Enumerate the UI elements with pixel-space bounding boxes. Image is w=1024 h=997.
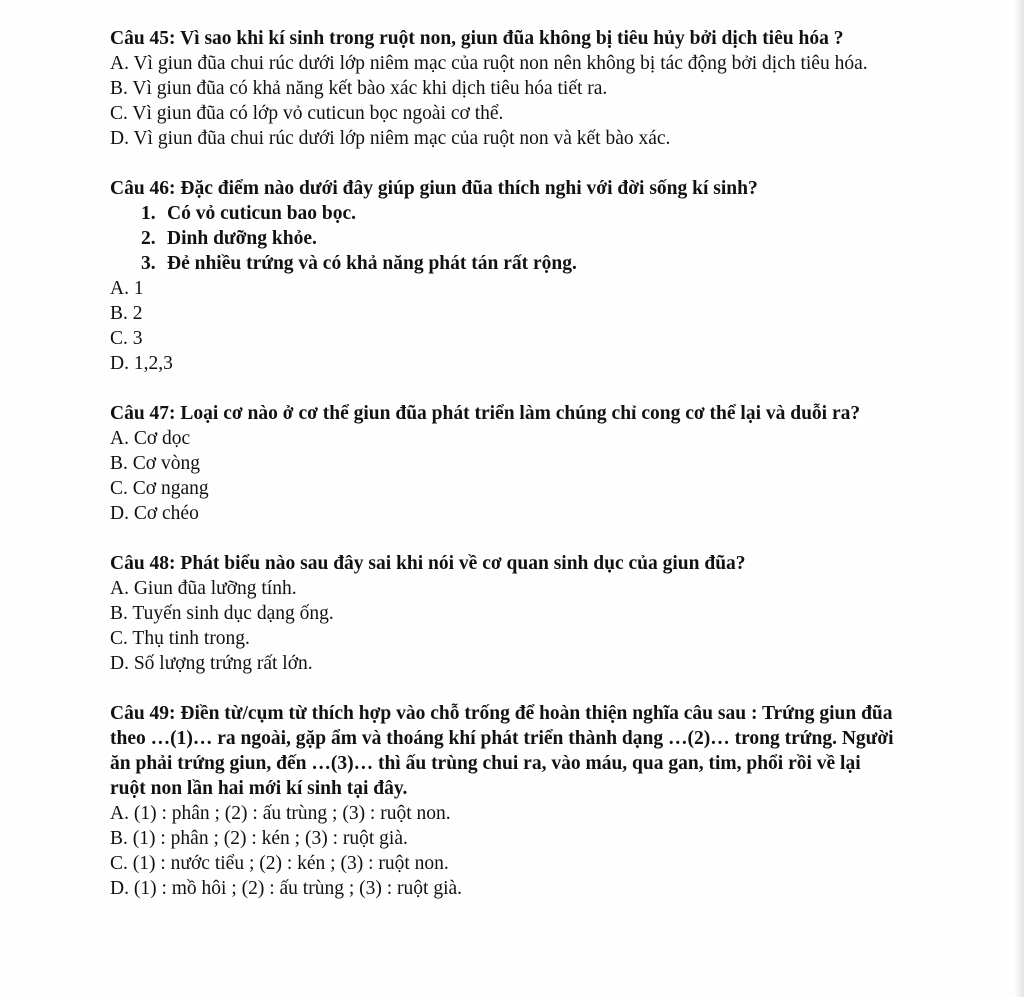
question-48	[110, 551, 900, 676]
question-45	[110, 26, 900, 151]
option-d: D. Cơ chéo	[110, 503, 199, 524]
option-b: B. Tuyến sinh dục dạng ống.	[110, 603, 334, 624]
option-a: A. Cơ dọc	[110, 428, 191, 449]
statement-2: 2. Dinh dưỡng khỏe.	[141, 228, 317, 249]
question-49	[110, 701, 900, 901]
question-title: Câu 49: Điền từ/cụm từ thích hợp vào chỗ trống để hoàn thiện nghĩa câu sau : Trứng giun đũa theo …(1)… ra ngoài, gặp ẩm và thoáng khí phát triển thành dạng …(2)… trong trứng. Người ăn phải trứng giun, đến …(3)… thì ấu trùng chui ra, vào máu, qua gan, tim, phổi rồi về lại ruột non lần hai mới kí sinh tại đây.	[110, 703, 894, 799]
question-title: Câu 47: Loại cơ nào ở cơ thể giun đũa phát triển làm chúng chỉ cong cơ thể lại và duỗi ra?	[110, 403, 861, 424]
option-d: D. Vì giun đũa chui rúc dưới lớp niêm mạc của ruột non và kết bào xác.	[110, 128, 671, 149]
option-c: C. Cơ ngang	[110, 478, 209, 499]
question-title: Câu 48: Phát biểu nào sau đây sai khi nói về cơ quan sinh dục của giun đũa?	[110, 553, 746, 574]
question-title: Câu 45: Vì sao khi kí sinh trong ruột non, giun đũa không bị tiêu hủy bởi dịch tiêu hóa ?	[110, 28, 844, 49]
question-47	[110, 401, 900, 526]
option-d: D. (1) : mồ hôi ; (2) : ấu trùng ; (3) : ruột già.	[110, 878, 463, 899]
option-b: B. 2	[110, 303, 143, 324]
option-d: D. 1,2,3	[110, 353, 173, 374]
option-a: A. Giun đũa lưỡng tính.	[110, 578, 297, 599]
option-c: C. Vì giun đũa có lớp vỏ cuticun bọc ngoài cơ thể.	[110, 103, 504, 124]
option-a: A. Vì giun đũa chui rúc dưới lớp niêm mạc của ruột non nên không bị tác động bởi dịch tiêu hóa.	[110, 53, 868, 74]
question-title: Câu 46: Đặc điểm nào dưới đây giúp giun đũa thích nghi với đời sống kí sinh?	[110, 178, 758, 199]
option-b: B. (1) : phân ; (2) : kén ; (3) : ruột già.	[110, 828, 408, 849]
option-a: A. 1	[110, 278, 144, 299]
option-c: C. 3	[110, 328, 143, 349]
option-c: C. Thụ tinh trong.	[110, 628, 250, 649]
quiz-content	[110, 26, 900, 901]
option-d: D. Số lượng trứng rất lớn.	[110, 653, 313, 674]
option-b: B. Cơ vòng	[110, 453, 200, 474]
page-edge-shadow	[1014, 0, 1024, 997]
option-b: B. Vì giun đũa có khả năng kết bào xác khi dịch tiêu hóa tiết ra.	[110, 78, 608, 99]
statement-1: 1. Có vỏ cuticun bao bọc.	[141, 203, 357, 224]
option-c: C. (1) : nước tiểu ; (2) : kén ; (3) : ruột non.	[110, 853, 449, 874]
option-a: A. (1) : phân ; (2) : ấu trùng ; (3) : ruột non.	[110, 803, 451, 824]
statement-3: 3. Đẻ nhiều trứng và có khả năng phát tán rất rộng.	[141, 253, 577, 274]
question-46	[110, 176, 900, 376]
